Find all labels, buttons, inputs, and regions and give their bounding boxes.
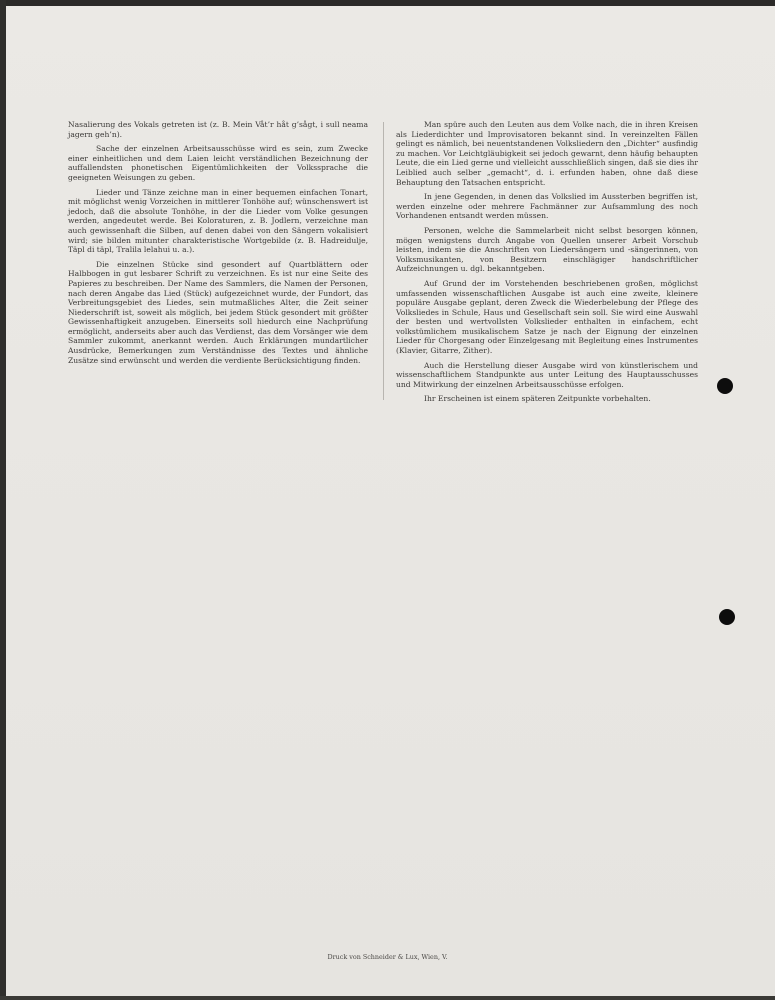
right-column xyxy=(396,120,698,409)
paragraph: Nasalierung des Vokals getreten ist (z. B. Mein Våt’r håt g’sågt, i sull neama jagern geh’n). xyxy=(68,120,368,139)
paragraph: Auch die Herstellung dieser Ausgabe wird von künstlerischem und wissenschaftlichem Standpunkte aus unter Leitung des Hauptausschusses und Mitwirkung der einzelnen Arbeitsausschüsse erfolgen. xyxy=(396,360,698,389)
scan-edge-bottom xyxy=(0,996,775,1000)
paragraph: Man spüre auch den Leuten aus dem Volke nach, die in ihren Kreisen als Liederdichter und Improvisatoren bekannt sind. In vereinzelten Fällen gelingt es nämlich, bei neuentstandenen Volksliedern den „Dichter“ ausfindig zu machen. Vor Leichtgläubigkeit sei jedoch gewarnt, denn häufig behaupten Leute, die ein Lied gerne und vielleicht ausschließlich singen, daß sie dies ihr Leiblied auch selber „gemacht“, d. i. erfunden haben, ohne daß diese Behauptung den Tatsachen entspricht. xyxy=(396,120,698,187)
column-divider xyxy=(383,122,384,400)
printer-imprint: Druck von Schneider & Lux, Wien, V. xyxy=(327,953,448,961)
scan-edge-top xyxy=(0,0,775,6)
paragraph: Ihr Erscheinen ist einem späteren Zeitpunkte vorbehalten. xyxy=(424,394,651,404)
paragraph: Personen, welche die Sammelarbeit nicht selbst besorgen können, mögen wenigstens durch Angabe von Quellen unserer Arbeit Vorschub leisten, indem sie die Anschriften von Liedersängern und -sängerinnen, von Volksmusikanten, von Besitzern einschlägiger handschriftlicher Aufzeichnungen u. dgl. bekanntgeben. xyxy=(396,225,698,274)
punch-hole xyxy=(717,378,733,394)
left-column xyxy=(68,120,368,370)
scan-edge-left xyxy=(0,0,6,1000)
paragraph: Auf Grund der im Vorstehenden beschriebenen großen, möglichst umfassenden wissenschaftlichen Ausgabe ist auch eine zweite, kleinere populäre Ausgabe geplant, deren Zweck die Wiederbelebung der Pflege des Volksliedes in Schule, Haus und Gesellschaft sein soll. Sie wird eine Auswahl der besten und wertvollsten Volkslieder enthalten in einfachem, echt volkstümlichem musikalischem Satze je nach der Eignung der einzelnen Lieder für Chorgesang oder Einzelgesang mit Begleitung eines Instrumentes (Klavier, Gitarre, Zither). xyxy=(396,278,698,356)
paragraph: Sache der einzelnen Arbeitsausschüsse wird es sein, zum Zwecke einer einheitlichen und dem Laien leicht verständlichen Bezeichnung der auffallendsten phonetischen Eigentümlichkeiten der Volkssprache die geeigneten Weisungen zu geben. xyxy=(68,144,368,182)
paragraph: In jene Gegenden, in denen das Volkslied im Aussterben begriffen ist, werden einzelne oder mehrere Fachmänner zur Aufsammlung des noch Vorhandenen entsandt werden müssen. xyxy=(396,192,698,221)
paragraph: Lieder und Tänze zeichne man in einer bequemen einfachen Tonart, mit möglichst wenig Vorzeichen in mittlerer Tonhöhe auf; wünschenswert ist jedoch, daß die absolute Tonhöhe, in der die Lieder vom Volke gesungen werden, angedeutet werde. Bei Koloraturen, z. B. Jodlern, verzeichne man auch gewissenhaft die Silben, auf denen dabei von den Sängern vokalisiert wird; sie bilden mitunter charakteristische Wortgebilde (z. B. Hadreidulje, Täpl di täpl, Tralila lelahui u. a.). xyxy=(68,187,368,255)
punch-hole xyxy=(719,609,735,625)
paragraph: Die einzelnen Stücke sind gesondert auf Quartblättern oder Halbbogen in gut lesbarer Schrift zu verzeichnen. Es ist nur eine Seite des Papieres zu beschreiben. Der Name des Sammlers, die Namen der Personen, nach deren Angabe das Lied (Stück) aufgezeichnet wurde, der Fundort, das Verbreitungsgebiet des Liedes, sein mutmaßliches Alter, die Zeit seiner Niederschrift ist, soweit als möglich, bei jedem Stück gesondert mit größter Gewissenhaftigkeit anzugeben. Einerseits soll hiedurch eine Nachprüfung ermöglicht, anderseits aber auch das Verdienst, das dem Vorsänger wie dem Sammler zukommt, anerkannt werden. Auch Erklärungen mundartlicher Ausdrücke, Bemerkungen zum Verständnisse des Textes und ähnliche Zusätze sind erwünscht und werden die verdiente Berücksichtigung finden. xyxy=(68,259,368,365)
